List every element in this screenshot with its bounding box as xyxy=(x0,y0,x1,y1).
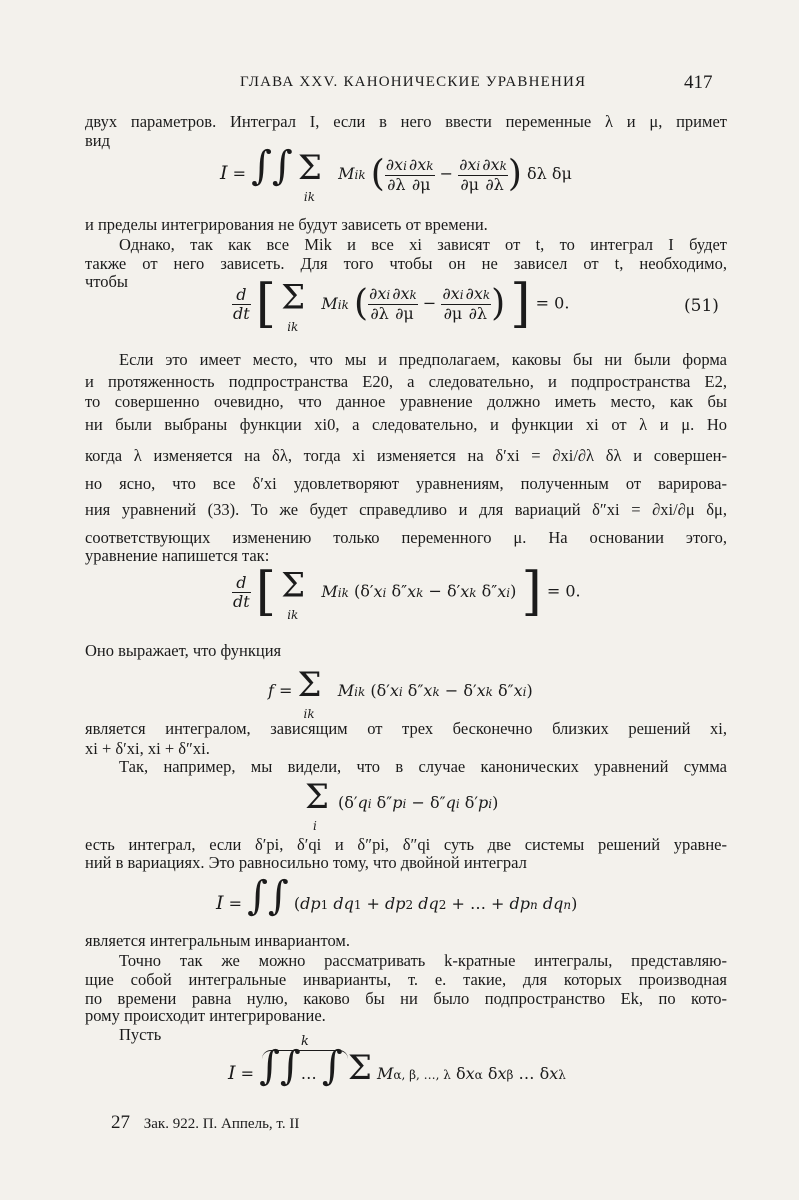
formula-51: $\frac{d}{dt}$ [ $\Sigma_{ik}$ Mik ( $\frac{\partial xi}{\partial\lambda}$ $\frac{\partial xk}{\partial\mu}$ − $\frac{\partial xi}{\partial\mu}$ $\frac{\partial xk}{\partial\lambda}$ ) ] = 0. xyxy=(233,274,570,334)
text-line: является интегральным инвариантом. xyxy=(85,931,350,950)
text-line: Если это имеет место, что мы и предполагаем, каковы бы ни были форма xyxy=(119,350,727,369)
text-line: есть интеграл, если δ′pi, δ′qi и δ″pi, δ″qi суть две системы решений уравне- xyxy=(85,835,727,854)
text-line: двух параметров. Интеграл I, если в него ввести переменные λ и μ, примет xyxy=(85,112,727,131)
formula-canonical-sum: $\Sigma_i$ (δ′qi δ″pi − δ″qi δ′pi) xyxy=(305,777,499,833)
text-line: чтобы xyxy=(85,272,129,291)
text-line: ния уравнений (33). То же будет справедливо и для вариаций δ″xi = ∂xi/∂μ δμ, xyxy=(85,500,727,519)
equation-label: (51) xyxy=(684,296,719,316)
text-line: по времени равна нулю, каково бы ни было подпространство Ek, по кото- xyxy=(85,989,727,1008)
text-line: Пусть xyxy=(119,1025,162,1044)
text-line: щие собой интегральные инварианты, т. е. такие, для которых производная xyxy=(85,970,727,989)
running-header xyxy=(0,72,799,96)
formula-k-fold-integral: k I = ∫∫… ∫ Σ Mα, β, …, λ δxα δxβ … δxλ xyxy=(228,1034,566,1089)
chapter-title: ГЛАВА XXV. КАНОНИЧЕСКИЕ УРАВНЕНИЯ xyxy=(240,74,587,90)
text-line: когда λ изменяется на δλ, тогда xi изменяется на δ′xi = ∂xi/∂λ δλ и совершен- xyxy=(85,446,727,465)
text-line: также от него зависеть. Для того чтобы он не зависел от t, необходимо, xyxy=(85,254,727,273)
text-line: Однако, так как все Mik и все xi зависят от t, то интеграл I будет xyxy=(119,235,727,254)
text-line: но ясно, что все δ′xi удовлетворяют уравнениям, полученным от варирова- xyxy=(85,474,727,493)
text-line: соответствующих изменению только переменного μ. На основании этого, xyxy=(85,528,727,547)
text-line: уравнение напишется так: xyxy=(85,546,270,565)
signature-number: 27 xyxy=(111,1112,130,1133)
text-line: является интегралом, зависящим от трех бесконечно близких решений xi, xyxy=(85,719,727,738)
text-line: и протяженность подпространства E20, а следовательно, и подпространства E2, xyxy=(85,372,727,391)
text-line: Точно так же можно рассматривать k-кратные интегралы, представляю- xyxy=(119,951,727,970)
text-line: рому происходит интегрирование. xyxy=(85,1006,326,1025)
formula-function-f: $f = \Sigma_{ik}$ Mik (δ′xi δ″xk − δ′xk δ″xi) xyxy=(268,665,533,721)
text-line: xi + δ′xi, xi + δ″xi. xyxy=(85,739,210,758)
text-line: и пределы интегрирования не будут зависеть от времени. xyxy=(85,215,488,234)
footer-text: Зак. 922. П. Аппель, т. II xyxy=(143,1116,300,1132)
text-line: то совершенно очевидно, что данное уравнение должно иметь место, как бы xyxy=(85,392,727,411)
printer-footer xyxy=(111,1112,299,1134)
formula-double-integral: I = ∫∫ (dp1 dq1 + dp2 dq2 + … + dpn dqn) xyxy=(216,873,578,919)
text-line: Оно выражает, что функция xyxy=(85,641,282,660)
text-line: ни были выбраны функции xi0, а следовательно, и функции xi от λ и μ. Но xyxy=(85,415,727,434)
formula-integral-I: I = ∫∫ $\Sigma_{ik}$ Mik ( $\frac{\partial xi}{\partial\lambda}$ $\frac{\partial xk}{\partial\mu}$ − $\frac{\partial xi}{\partial\mu}$ $\frac{\partial xk}{\partial\lambda}$ ) δλ δμ xyxy=(220,143,572,204)
page-number: 417 xyxy=(684,72,713,93)
text-line: ний в вариациях. Это равносильно тому, что двойной интеграл xyxy=(85,853,527,872)
text-line: Так, например, мы видели, что в случае канонических уравнений сумма xyxy=(119,757,727,776)
formula-variation-equation: $\frac{d}{dt}$ [ $\Sigma_{ik}$ Mik (δ′xi δ″xk − δ′xk δ″xi) ] = 0. xyxy=(233,562,581,622)
text-line: вид xyxy=(85,131,111,150)
